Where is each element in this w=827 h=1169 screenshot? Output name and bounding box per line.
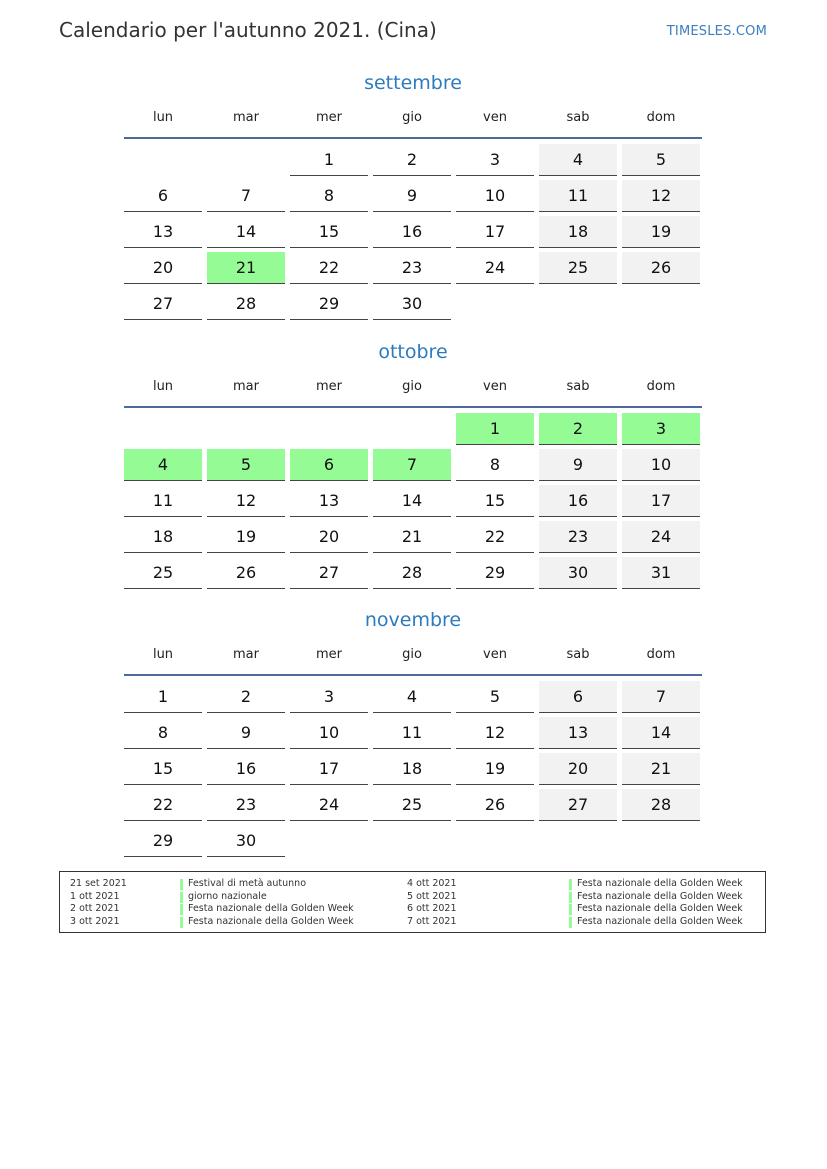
day-cell: 3: [456, 144, 534, 176]
month-ottobre: [124, 338, 702, 589]
day-cell: 25: [124, 557, 202, 589]
legend-date: 4 ott 2021: [407, 878, 457, 889]
weekday-label: mar: [233, 379, 259, 394]
holiday-day-cell: 7: [373, 449, 451, 481]
holiday-day-cell: 1: [456, 413, 534, 445]
weekday-header: [124, 374, 702, 400]
day-cell: 15: [124, 753, 202, 785]
weekday-label: dom: [646, 379, 676, 394]
day-cell: 24: [456, 252, 534, 284]
legend-color-marker: [180, 892, 183, 903]
legend-date: 7 ott 2021: [407, 915, 457, 927]
day-cell: 8: [124, 717, 202, 749]
day-cell: 10: [622, 449, 700, 481]
weekday-header: [124, 105, 702, 131]
month-title: ottobre: [378, 341, 448, 363]
day-cell: 23: [207, 789, 285, 821]
legend-holiday-name: Festa nazionale della Golden Week: [577, 890, 743, 902]
day-cell: 27: [539, 789, 617, 821]
day-cell: 14: [373, 485, 451, 517]
holiday-day-cell: 21: [207, 252, 285, 284]
days-grid: [124, 681, 702, 857]
day-cell: 2: [373, 144, 451, 176]
legend-column-right: [407, 878, 747, 928]
day-cell: 20: [124, 252, 202, 284]
days-grid: [124, 144, 702, 320]
legend-row: [70, 916, 400, 929]
day-cell: 28: [207, 288, 285, 320]
legend-holiday-name: giorno nazionale: [188, 890, 267, 902]
month-title: novembre: [364, 609, 462, 631]
day-cell: 13: [124, 216, 202, 248]
day-cell: 13: [539, 717, 617, 749]
weekday-label: mer: [315, 647, 342, 662]
weekday-label: ven: [483, 110, 507, 125]
day-cell: 22: [124, 789, 202, 821]
day-cell: 15: [456, 485, 534, 517]
weekday-label: lun: [152, 647, 174, 662]
legend-holiday-name: Festa nazionale della Golden Week: [577, 903, 743, 914]
weekday-label: sab: [566, 110, 590, 125]
day-cell: 11: [124, 485, 202, 517]
empty-cell: [124, 144, 202, 176]
day-cell: 27: [290, 557, 368, 589]
legend-row: [407, 903, 747, 916]
month-settembre: [124, 69, 702, 320]
day-cell: 18: [539, 216, 617, 248]
weekday-label: sab: [566, 647, 590, 662]
day-cell: 18: [124, 521, 202, 553]
day-cell: 12: [456, 717, 534, 749]
day-cell: 11: [373, 717, 451, 749]
weekday-label: dom: [646, 647, 676, 662]
day-cell: 6: [124, 180, 202, 212]
days-grid: [124, 413, 702, 589]
weekday-label: gio: [402, 379, 422, 394]
day-cell: 22: [456, 521, 534, 553]
legend-holiday-name: Festa nazionale della Golden Week: [188, 915, 354, 927]
day-cell: 29: [124, 825, 202, 857]
legend-row: [407, 878, 747, 891]
day-cell: 4: [539, 144, 617, 176]
day-cell: 9: [539, 449, 617, 481]
month-novembre: [124, 606, 702, 857]
day-cell: 14: [207, 216, 285, 248]
day-cell: 28: [373, 557, 451, 589]
day-cell: 24: [622, 521, 700, 553]
weekday-label: sab: [566, 379, 590, 394]
legend-color-marker: [180, 879, 183, 890]
weekday-label: mer: [315, 379, 342, 394]
day-cell: 17: [290, 753, 368, 785]
day-cell: 19: [622, 216, 700, 248]
day-cell: 11: [539, 180, 617, 212]
weekday-label: mar: [233, 647, 259, 662]
legend-holiday-name: Festa nazionale della Golden Week: [577, 878, 743, 889]
day-cell: 28: [622, 789, 700, 821]
holiday-day-cell: 3: [622, 413, 700, 445]
holiday-day-cell: 5: [207, 449, 285, 481]
day-cell: 7: [207, 180, 285, 212]
legend-color-marker: [180, 917, 183, 928]
day-cell: 2: [207, 681, 285, 713]
legend-color-marker: [569, 879, 572, 890]
weekday-label: ven: [483, 379, 507, 394]
header-rule: [124, 674, 702, 676]
day-cell: 30: [207, 825, 285, 857]
day-cell: 4: [373, 681, 451, 713]
day-cell: 17: [622, 485, 700, 517]
legend-date: 2 ott 2021: [70, 903, 120, 914]
weekday-label: mer: [315, 110, 342, 125]
holiday-legend: [59, 871, 766, 933]
day-cell: 19: [456, 753, 534, 785]
empty-cell: [290, 413, 368, 445]
legend-column-left: [70, 878, 400, 928]
day-cell: 5: [456, 681, 534, 713]
day-cell: 26: [456, 789, 534, 821]
weekday-label: gio: [402, 110, 422, 125]
day-cell: 31: [622, 557, 700, 589]
empty-cell: [207, 144, 285, 176]
day-cell: 8: [456, 449, 534, 481]
day-cell: 23: [373, 252, 451, 284]
day-cell: 30: [539, 557, 617, 589]
weekday-label: mar: [233, 110, 259, 125]
legend-date: 5 ott 2021: [407, 890, 457, 902]
day-cell: 12: [207, 485, 285, 517]
day-cell: 3: [290, 681, 368, 713]
day-cell: 21: [622, 753, 700, 785]
legend-holiday-name: Festa nazionale della Golden Week: [577, 915, 743, 927]
day-cell: 22: [290, 252, 368, 284]
month-title: settembre: [364, 72, 462, 94]
day-cell: 26: [622, 252, 700, 284]
weekday-label: ven: [483, 647, 507, 662]
day-cell: 9: [373, 180, 451, 212]
weekday-label: lun: [152, 379, 174, 394]
day-cell: 30: [373, 288, 451, 320]
day-cell: 26: [207, 557, 285, 589]
legend-date: 1 ott 2021: [70, 890, 120, 902]
legend-color-marker: [180, 904, 183, 915]
day-cell: 12: [622, 180, 700, 212]
holiday-day-cell: 6: [290, 449, 368, 481]
legend-date: 3 ott 2021: [70, 915, 120, 927]
header-rule: [124, 406, 702, 408]
legend-row: [70, 903, 400, 916]
legend-row: [407, 891, 747, 904]
legend-holiday-name: Festival di metà autunno: [188, 878, 307, 889]
day-cell: 7: [622, 681, 700, 713]
day-cell: 16: [207, 753, 285, 785]
weekday-label: lun: [152, 110, 174, 125]
day-cell: 16: [373, 216, 451, 248]
legend-row: [70, 878, 400, 891]
legend-row: [407, 916, 747, 929]
weekday-label: gio: [402, 647, 422, 662]
day-cell: 5: [622, 144, 700, 176]
day-cell: 21: [373, 521, 451, 553]
legend-color-marker: [569, 904, 572, 915]
day-cell: 27: [124, 288, 202, 320]
day-cell: 20: [290, 521, 368, 553]
day-cell: 18: [373, 753, 451, 785]
day-cell: 13: [290, 485, 368, 517]
holiday-day-cell: 2: [539, 413, 617, 445]
empty-cell: [124, 413, 202, 445]
header-rule: [124, 137, 702, 139]
day-cell: 25: [373, 789, 451, 821]
day-cell: 10: [456, 180, 534, 212]
day-cell: 24: [290, 789, 368, 821]
day-cell: 1: [290, 144, 368, 176]
day-cell: 25: [539, 252, 617, 284]
day-cell: 6: [539, 681, 617, 713]
empty-cell: [373, 413, 451, 445]
day-cell: 10: [290, 717, 368, 749]
day-cell: 29: [290, 288, 368, 320]
weekday-label: dom: [646, 110, 676, 125]
day-cell: 14: [622, 717, 700, 749]
day-cell: 16: [539, 485, 617, 517]
legend-row: [70, 891, 400, 904]
day-cell: 29: [456, 557, 534, 589]
legend-color-marker: [569, 892, 572, 903]
day-cell: 17: [456, 216, 534, 248]
page-title: Calendario per l'autunno 2021. (Cina): [59, 18, 437, 42]
legend-holiday-name: Festa nazionale della Golden Week: [188, 903, 354, 914]
weekday-header: [124, 642, 702, 668]
legend-date: 21 set 2021: [70, 878, 127, 889]
holiday-day-cell: 4: [124, 449, 202, 481]
day-cell: 20: [539, 753, 617, 785]
day-cell: 15: [290, 216, 368, 248]
empty-cell: [207, 413, 285, 445]
day-cell: 23: [539, 521, 617, 553]
site-link[interactable]: TIMESLES.COM: [666, 24, 767, 39]
day-cell: 9: [207, 717, 285, 749]
day-cell: 19: [207, 521, 285, 553]
day-cell: 1: [124, 681, 202, 713]
legend-color-marker: [569, 917, 572, 928]
day-cell: 8: [290, 180, 368, 212]
legend-date: 6 ott 2021: [407, 903, 457, 914]
